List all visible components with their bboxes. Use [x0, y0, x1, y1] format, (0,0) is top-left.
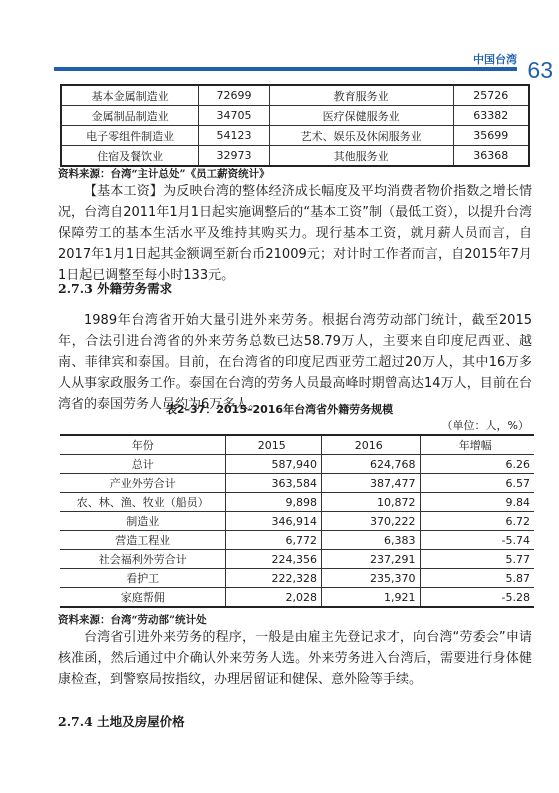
foreign-labor-paragraph: 1989年台湾省开始大量引进外来劳务。根据台湾劳动部门统计，截至2015年，合法引进台湾省的外来劳务总数已达58.79万人，主要来自印度尼西亚、越南、菲律宾和泰国。目前，在台湾省的印度尼西亚劳工超过20万人，其中16万多人从事家政服务工作。泰国在台湾的劳务人员最高峰时期曾高达14万人，目前在台湾省的泰国劳务人员约为6万多人。	[58, 313, 532, 412]
page-number: 63	[527, 57, 553, 83]
table-row: 基本金属制造业 72699 教育服务业 25726	[61, 85, 529, 106]
table1-source: 资料来源：台湾“主计总处”《员工薪资统计》	[58, 168, 270, 180]
table-row: 营造工程业 6,772 6,383 -5.74	[60, 531, 534, 550]
table2-source: 资料来源：台湾“劳动部”统计处	[58, 614, 207, 626]
table-row: 电子零组件制造业 54123 艺术、娱乐及休闲服务业 35699	[61, 126, 529, 146]
table-row: 看护工 222,328 235,370 5.87	[60, 569, 534, 588]
table-header-row: 年份 2015 2016 年增幅	[60, 435, 534, 455]
foreign-labor-table	[60, 434, 534, 608]
table-row: 总计 587,940 624,768 6.26	[60, 455, 534, 474]
table-row: 制造业 346,914 370,222 6.72	[60, 512, 534, 531]
table2-caption: 表2–37：2015–2016年台湾省外籍劳务规模	[165, 403, 394, 416]
table-row: 金属制品制造业 34705 医疗保健服务业 63382	[61, 106, 529, 126]
table-row: 家庭帮佣 2,028 1,921 -5.28	[60, 588, 534, 608]
table-row: 社会福利外劳合计 224,356 237,291 5.77	[60, 550, 534, 569]
procedure-paragraph: 台湾省引进外来劳务的程序，一般是由雇主先登记求才，向台湾“劳委会”申请核准函，然后通过中介确认外来劳务人选。外来劳务进入台湾后，需要进行身体健康检查，到警察局按指纹，办理居留证和健保、意外险等手续。	[58, 630, 532, 687]
table-row: 产业外劳合计 363,584 387,477 6.57	[60, 474, 534, 493]
table-row: 住宿及餐饮业 32973 其他服务业 36368	[61, 146, 529, 167]
table2-unit: （单位：人，%）	[441, 419, 529, 432]
table-row: 农、林、渔、牧业（船员） 9,898 10,872 9.84	[60, 493, 534, 512]
section-heading-foreign-labor: 2.7.3 外籍劳务需求	[58, 281, 173, 296]
wage-table	[60, 84, 530, 167]
header-rule	[54, 67, 517, 71]
page-header-title: 中国台湾	[473, 53, 517, 66]
section-heading-land-prices: 2.7.4 土地及房屋价格	[58, 714, 185, 729]
basic-wage-paragraph: 【基本工资】为反映台湾的整体经济成长幅度及平均消费者物价指数之增长情况，台湾自2011年1月1日起实施调整后的“基本工资”制（最低工资），以提升台湾保障劳工的基本生活水平及维持其购买力。现行基本工资，就月薪人员而言，自2017年1月1日起其金额调至新台币21009元；对计时工作者而言，自2015年7月1日起已调整至每小时133元。	[58, 184, 532, 283]
